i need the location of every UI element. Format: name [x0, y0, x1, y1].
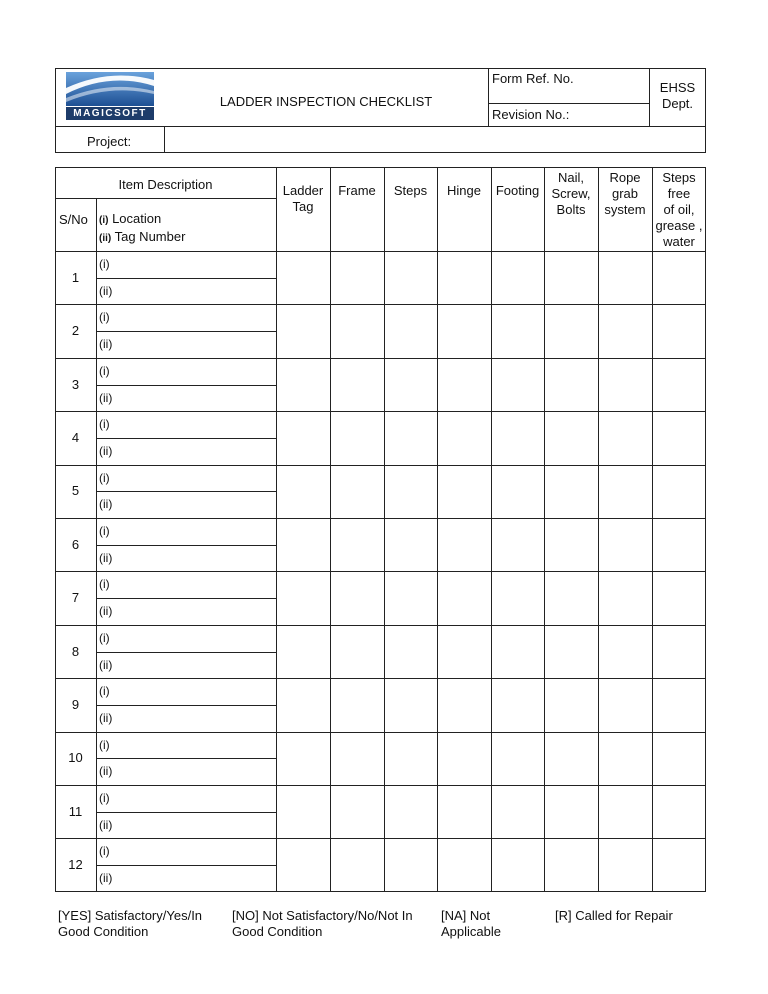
location-field[interactable] — [120, 679, 275, 704]
check-cell[interactable] — [599, 626, 651, 677]
check-cell[interactable] — [438, 572, 490, 623]
tag-number-field[interactable] — [120, 813, 275, 838]
tag-number-field[interactable] — [120, 866, 275, 891]
row-number: 2 — [71, 323, 80, 338]
check-cell[interactable] — [492, 733, 543, 784]
company-logo — [66, 72, 154, 120]
check-cell[interactable] — [653, 733, 705, 784]
row-number: 10 — [68, 750, 83, 765]
row-tag-label: (ii) — [99, 604, 113, 618]
check-cell[interactable] — [385, 839, 436, 890]
check-cell[interactable] — [545, 626, 597, 677]
row-location-label: (i) — [99, 524, 110, 538]
check-cell[interactable] — [331, 786, 383, 837]
tag-number-label: Tag Number — [114, 229, 186, 244]
location-label: Location — [112, 211, 162, 226]
check-cell[interactable] — [492, 572, 543, 623]
check-cell[interactable] — [653, 626, 705, 677]
row-number: 8 — [71, 644, 80, 659]
tag-number-field[interactable] — [120, 706, 275, 731]
row-number: 5 — [71, 483, 80, 498]
check-cell[interactable] — [653, 679, 705, 730]
check-cell[interactable] — [545, 786, 597, 837]
row-number: 4 — [71, 430, 80, 445]
check-cell[interactable] — [492, 786, 543, 837]
row-number: 11 — [68, 804, 83, 819]
check-cell[interactable] — [545, 466, 597, 517]
check-cell[interactable] — [438, 519, 490, 570]
row-tag-label: (ii) — [99, 391, 113, 405]
col-header-hinge: Hinge — [447, 183, 481, 198]
row-tag-label: (ii) — [99, 337, 113, 351]
check-cell[interactable] — [438, 786, 490, 837]
row-location-label: (i) — [99, 844, 110, 858]
form-title: LADDER INSPECTION CHECKLIST — [219, 94, 433, 109]
check-cell[interactable] — [277, 519, 329, 570]
location-field[interactable] — [120, 252, 275, 277]
check-cell[interactable] — [385, 252, 436, 303]
row-tag-label: (ii) — [99, 871, 113, 885]
check-cell[interactable] — [492, 519, 543, 570]
location-field[interactable] — [120, 305, 275, 330]
check-cell[interactable] — [653, 359, 705, 410]
check-cell[interactable] — [653, 839, 705, 890]
check-cell[interactable] — [385, 519, 436, 570]
location-field[interactable] — [120, 519, 275, 544]
check-cell[interactable] — [492, 412, 543, 463]
legend-yes: [YES] Satisfactory/Yes/In Good Condition — [58, 908, 203, 939]
revision-label: Revision No.: — [492, 107, 570, 122]
check-cell[interactable] — [438, 679, 490, 730]
row-number: 12 — [68, 857, 83, 872]
row-location-label: (i) — [99, 310, 110, 324]
check-cell[interactable] — [331, 359, 383, 410]
check-cell[interactable] — [653, 305, 705, 356]
check-cell[interactable] — [492, 252, 543, 303]
col-header-steps-free: Steps free of oil, grease , water — [655, 170, 703, 249]
location-header — [99, 211, 161, 226]
row-location-label: (i) — [99, 684, 110, 698]
row-location-label: (i) — [99, 471, 110, 485]
tag-number-header — [99, 229, 185, 244]
check-cell[interactable] — [599, 519, 651, 570]
check-cell[interactable] — [653, 412, 705, 463]
check-cell[interactable] — [653, 252, 705, 303]
row-location-label: (i) — [99, 631, 110, 645]
tag-number-field[interactable] — [120, 759, 275, 784]
logo-text: MAGICSOFT — [73, 108, 147, 119]
row-location-label: (i) — [99, 577, 110, 591]
check-cell[interactable] — [331, 466, 383, 517]
check-cell[interactable] — [599, 839, 651, 890]
item-description-header: Item Description — [118, 177, 213, 192]
check-cell[interactable] — [599, 679, 651, 730]
check-cell[interactable] — [492, 466, 543, 517]
check-cell[interactable] — [653, 519, 705, 570]
check-cell[interactable] — [385, 733, 436, 784]
check-cell[interactable] — [385, 412, 436, 463]
col-header-nail-screw-bolts: Nail, Screw, Bolts — [551, 170, 591, 217]
row-location-label: (i) — [99, 738, 110, 752]
check-cell[interactable] — [438, 839, 490, 890]
tag-number-field[interactable] — [120, 439, 275, 464]
check-cell[interactable] — [599, 786, 651, 837]
check-cell[interactable] — [438, 359, 490, 410]
legend-no: [NO] Not Satisfactory/No/Not In Good Condition — [232, 908, 413, 939]
check-cell[interactable] — [545, 359, 597, 410]
row-tag-label: (ii) — [99, 818, 113, 832]
col-header-ladder-tag: Ladder Tag — [282, 183, 324, 214]
row-number: 7 — [71, 590, 80, 605]
row-tag-label: (ii) — [99, 658, 113, 672]
row-tag-label: (ii) — [99, 497, 113, 511]
check-cell[interactable] — [653, 572, 705, 623]
tag-number-field[interactable] — [120, 653, 275, 678]
tag-number-field[interactable] — [120, 599, 275, 624]
project-field[interactable] — [165, 127, 705, 152]
check-cell[interactable] — [277, 839, 329, 890]
check-cell[interactable] — [385, 359, 436, 410]
check-cell[interactable] — [277, 626, 329, 677]
check-cell[interactable] — [599, 412, 651, 463]
location-field[interactable] — [120, 359, 275, 384]
check-cell[interactable] — [277, 572, 329, 623]
check-cell[interactable] — [385, 786, 436, 837]
row-tag-label: (ii) — [99, 764, 113, 778]
row-number: 1 — [71, 270, 80, 285]
check-cell[interactable] — [438, 305, 490, 356]
tag-number-field[interactable] — [120, 279, 275, 304]
location-field[interactable] — [120, 572, 275, 597]
row-tag-label: (ii) — [99, 284, 113, 298]
check-cell[interactable] — [331, 679, 383, 730]
check-cell[interactable] — [492, 359, 543, 410]
check-cell[interactable] — [545, 252, 597, 303]
check-cell[interactable] — [277, 359, 329, 410]
check-cell[interactable] — [277, 679, 329, 730]
row-location-label: (i) — [99, 791, 110, 805]
row-number: 9 — [71, 697, 80, 712]
row-location-label: (i) — [99, 364, 110, 378]
check-cell[interactable] — [438, 626, 490, 677]
check-cell[interactable] — [331, 305, 383, 356]
check-cell[interactable] — [599, 466, 651, 517]
check-cell[interactable] — [599, 305, 651, 356]
check-cell[interactable] — [545, 412, 597, 463]
check-cell[interactable] — [492, 839, 543, 890]
check-cell[interactable] — [385, 466, 436, 517]
check-cell[interactable] — [545, 679, 597, 730]
check-cell[interactable] — [438, 412, 490, 463]
check-cell[interactable] — [331, 412, 383, 463]
check-cell[interactable] — [545, 572, 597, 623]
tag-number-field[interactable] — [120, 492, 275, 517]
row-location-label: (i) — [99, 417, 110, 431]
dept-label: EHSS Dept. — [659, 80, 696, 111]
check-cell[interactable] — [331, 626, 383, 677]
check-cell[interactable] — [277, 252, 329, 303]
check-cell[interactable] — [277, 786, 329, 837]
check-cell[interactable] — [653, 466, 705, 517]
row-tag-label: (ii) — [99, 551, 113, 565]
check-cell[interactable] — [492, 626, 543, 677]
check-cell[interactable] — [599, 733, 651, 784]
tag-number-field[interactable] — [120, 546, 275, 571]
location-prefix: (i) — [99, 215, 109, 226]
check-cell[interactable] — [545, 733, 597, 784]
tag-prefix: (ii) — [99, 233, 112, 244]
row-tag-label: (ii) — [99, 444, 113, 458]
location-field[interactable] — [120, 412, 275, 437]
check-cell[interactable] — [492, 679, 543, 730]
check-cell[interactable] — [277, 305, 329, 356]
form-ref-label: Form Ref. No. — [492, 71, 574, 86]
legend-repair: [R] Called for Repair — [555, 908, 673, 923]
check-cell[interactable] — [385, 679, 436, 730]
check-cell[interactable] — [385, 626, 436, 677]
check-cell[interactable] — [545, 519, 597, 570]
col-header-steps: Steps — [393, 183, 428, 198]
check-cell[interactable] — [331, 839, 383, 890]
col-header-frame: Frame — [338, 183, 376, 198]
check-cell[interactable] — [545, 305, 597, 356]
check-cell[interactable] — [599, 359, 651, 410]
project-label: Project: — [87, 134, 132, 149]
row-number: 3 — [71, 377, 80, 392]
tag-number-field[interactable] — [120, 332, 275, 357]
legend-na: [NA] Not Applicable — [441, 908, 501, 939]
check-cell[interactable] — [277, 733, 329, 784]
check-cell[interactable] — [331, 572, 383, 623]
tag-number-field[interactable] — [120, 386, 275, 411]
check-cell[interactable] — [385, 572, 436, 623]
check-cell[interactable] — [438, 466, 490, 517]
check-cell[interactable] — [545, 839, 597, 890]
row-tag-label: (ii) — [99, 711, 113, 725]
location-field[interactable] — [120, 466, 275, 491]
check-cell[interactable] — [438, 733, 490, 784]
col-header-footing: Footing — [495, 183, 540, 198]
check-cell[interactable] — [385, 305, 436, 356]
location-field[interactable] — [120, 839, 275, 864]
location-field[interactable] — [120, 733, 275, 758]
row-location-label: (i) — [99, 257, 110, 271]
location-field[interactable] — [120, 626, 275, 651]
check-cell[interactable] — [331, 519, 383, 570]
check-cell[interactable] — [599, 252, 651, 303]
check-cell[interactable] — [653, 786, 705, 837]
check-cell[interactable] — [599, 572, 651, 623]
check-cell[interactable] — [331, 252, 383, 303]
check-cell[interactable] — [277, 466, 329, 517]
check-cell[interactable] — [492, 305, 543, 356]
location-field[interactable] — [120, 786, 275, 811]
row-number: 6 — [71, 537, 80, 552]
col-header-rope-grab: Rope grab system — [604, 170, 646, 217]
check-cell[interactable] — [331, 733, 383, 784]
check-cell[interactable] — [277, 412, 329, 463]
sno-header: S/No — [59, 212, 88, 227]
check-cell[interactable] — [438, 252, 490, 303]
